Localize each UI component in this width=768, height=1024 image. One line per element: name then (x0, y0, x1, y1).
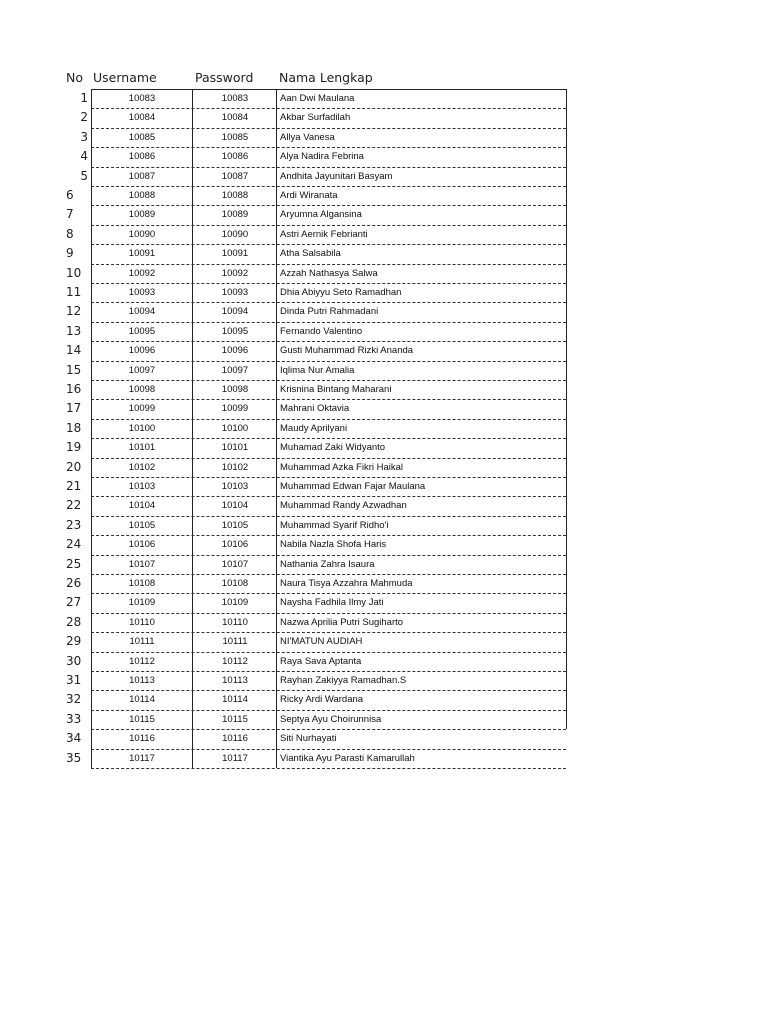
table-row (0, 613, 768, 632)
table-row (0, 710, 768, 729)
username-cell[interactable]: 10115 (129, 713, 155, 725)
password-cell[interactable]: 10100 (221, 422, 249, 434)
row-number: 34 (66, 731, 82, 746)
username-cell[interactable]: 10098 (128, 384, 156, 395)
username-cell[interactable]: 10103 (128, 481, 156, 492)
row-number: 6 (66, 188, 74, 202)
full-name-cell[interactable]: Krisnina Bintang Maharani (280, 384, 392, 395)
row-divider (91, 768, 566, 769)
password-cell[interactable]: 10084 (221, 112, 249, 124)
password-cell[interactable]: 10113 (222, 675, 248, 686)
username-cell[interactable]: 10111 (129, 636, 155, 648)
password-cell[interactable]: 10104 (221, 500, 249, 512)
header-password: Password (195, 70, 254, 85)
username-cell[interactable]: 10101 (128, 442, 156, 454)
row-number: 28 (66, 614, 82, 629)
password-cell[interactable]: 10085 (221, 131, 249, 143)
password-cell[interactable]: 10110 (222, 616, 248, 628)
header-username: Username (93, 70, 157, 85)
password-cell[interactable]: 10096 (221, 345, 249, 357)
full-name-cell[interactable]: Muhammad Randy Azwadhan (280, 500, 407, 512)
row-number: 30 (66, 653, 82, 668)
full-name-cell[interactable]: Muhammad Edwan Fajar Maulana (280, 481, 426, 492)
table-row (0, 361, 768, 380)
password-cell[interactable]: 10117 (222, 752, 248, 764)
full-name-cell[interactable]: Nabila Nazla Shofa Haris (280, 539, 387, 551)
table-row (0, 225, 768, 244)
password-cell[interactable]: 10086 (221, 151, 249, 163)
password-cell[interactable]: 10111 (222, 636, 248, 648)
password-cell[interactable]: 10089 (221, 209, 249, 221)
row-number: 8 (66, 226, 74, 241)
password-cell[interactable]: 10105 (221, 519, 249, 531)
full-name-cell[interactable]: Iqlima Nur Amalia (280, 364, 355, 376)
row-number: 18 (66, 420, 82, 435)
username-cell[interactable]: 10117 (129, 752, 155, 764)
full-name-cell[interactable]: Fernando Valentino (280, 325, 363, 337)
table-row (0, 205, 768, 224)
password-cell[interactable]: 10107 (221, 558, 249, 570)
full-name-cell[interactable]: Azzah Nathasya Salwa (280, 267, 378, 279)
password-cell[interactable]: 10083 (221, 93, 249, 104)
password-cell[interactable]: 10116 (222, 733, 248, 745)
table-row (0, 496, 768, 515)
row-number: 20 (66, 459, 82, 474)
full-name-cell[interactable]: Andhita Jayunitari Basyam (280, 170, 393, 182)
username-cell[interactable]: 10105 (128, 519, 156, 531)
header-nama-lengkap: Nama Lengkap (279, 70, 373, 85)
username-cell[interactable]: 10107 (128, 558, 156, 570)
table-row (0, 593, 768, 612)
table-row (0, 147, 768, 166)
row-number: 11 (66, 285, 82, 299)
table-row (0, 186, 768, 205)
table-row (0, 89, 768, 108)
row-number: 21 (66, 479, 82, 493)
password-cell[interactable]: 10088 (221, 190, 249, 201)
full-name-cell[interactable]: Muhammad Azka Fikri Haikal (280, 461, 404, 473)
username-cell[interactable]: 10108 (128, 578, 156, 589)
row-number: 22 (66, 498, 82, 513)
username-cell[interactable]: 10088 (128, 190, 156, 201)
full-name-cell[interactable]: Akbar Surfadilah (280, 112, 351, 124)
table-row (0, 690, 768, 709)
password-cell[interactable]: 10098 (221, 384, 249, 395)
password-cell[interactable]: 10114 (222, 694, 248, 706)
table-row (0, 108, 768, 127)
username-cell[interactable]: 10092 (128, 267, 156, 279)
password-cell[interactable]: 10106 (221, 539, 249, 551)
row-number: 9 (66, 246, 74, 261)
password-cell[interactable]: 10108 (221, 578, 249, 589)
password-cell[interactable]: 10093 (221, 287, 249, 298)
username-cell[interactable]: 10104 (128, 500, 156, 512)
row-number: 7 (66, 207, 74, 222)
full-name-cell[interactable]: Viantika Ayu Parasti Kamarullah (280, 752, 415, 764)
full-name-cell[interactable]: Naura Tisya Azzahra Mahmuda (280, 578, 413, 589)
full-name-cell[interactable]: Siti Nurhayati (280, 733, 337, 745)
username-cell[interactable]: 10087 (128, 170, 156, 182)
row-number: 35 (66, 750, 82, 765)
table-row (0, 671, 768, 690)
username-cell[interactable]: 10090 (128, 228, 156, 240)
row-number: 24 (66, 537, 82, 552)
table-row (0, 264, 768, 283)
table-row (0, 322, 768, 341)
row-number: 26 (66, 576, 82, 590)
table-row (0, 555, 768, 574)
full-name-cell[interactable]: Muhamad Zaki Widyanto (280, 442, 386, 454)
full-name-cell[interactable]: Muhammad Syarif Ridho'i (280, 519, 389, 531)
password-cell[interactable]: 10112 (222, 655, 248, 667)
row-number: 3 (80, 129, 88, 144)
full-name-cell[interactable]: NI'MATUN AUDIAH (280, 636, 363, 648)
table-row (0, 652, 768, 671)
full-name-cell[interactable]: Atha Salsabila (280, 248, 341, 260)
row-number: 4 (80, 149, 88, 164)
full-name-cell[interactable]: Nathania Zahra Isaura (280, 558, 375, 570)
username-cell[interactable]: 10106 (128, 539, 156, 551)
full-name-cell[interactable]: Aryumna Algansina (280, 209, 362, 221)
username-cell[interactable]: 10084 (128, 112, 156, 124)
username-cell[interactable]: 10116 (129, 733, 155, 745)
table-row (0, 399, 768, 418)
table-row (0, 632, 768, 651)
table-row (0, 244, 768, 263)
password-cell[interactable]: 10099 (221, 403, 249, 415)
full-name-cell[interactable]: Dinda Putri Rahmadani (280, 306, 379, 318)
full-name-cell[interactable]: Rayhan Zakiyya Ramadhan.S (280, 675, 407, 686)
full-name-cell[interactable]: Aan Dwi Maulana (280, 93, 355, 104)
password-cell[interactable]: 10101 (221, 442, 249, 454)
table-row (0, 458, 768, 477)
username-cell[interactable]: 10114 (129, 694, 155, 706)
username-cell[interactable]: 10096 (128, 345, 156, 357)
username-cell[interactable]: 10112 (129, 655, 155, 667)
row-number: 14 (66, 343, 82, 358)
header-no: No (66, 70, 83, 85)
row-number: 2 (80, 110, 88, 125)
full-name-cell[interactable]: Septya Ayu Choirunnisa (280, 713, 382, 725)
username-cell[interactable]: 10094 (128, 306, 156, 318)
password-cell[interactable]: 10109 (221, 597, 249, 609)
full-name-cell[interactable]: Dhia Abiyyu Seto Ramadhan (280, 287, 402, 298)
table-row (0, 477, 768, 496)
row-number: 27 (66, 595, 82, 610)
row-number: 5 (80, 168, 88, 183)
table-row (0, 438, 768, 457)
row-number: 12 (66, 304, 82, 319)
table-row (0, 419, 768, 438)
table-row (0, 128, 768, 147)
row-number: 10 (66, 265, 82, 280)
full-name-cell[interactable]: Maudy Aprilyani (280, 422, 348, 434)
full-name-cell[interactable]: Ricky Ardi Wardana (280, 694, 364, 706)
full-name-cell[interactable]: Allya Vanesa (280, 131, 335, 143)
password-cell[interactable]: 10091 (221, 248, 249, 260)
username-cell[interactable]: 10097 (128, 364, 156, 376)
username-cell[interactable]: 10086 (128, 151, 156, 163)
password-cell[interactable]: 10103 (221, 481, 249, 492)
row-number: 32 (66, 692, 82, 707)
row-number: 16 (66, 382, 82, 396)
username-cell[interactable]: 10083 (128, 93, 156, 104)
full-name-cell[interactable]: Nazwa Aprilia Putri Sugiharto (280, 616, 404, 628)
table-row (0, 535, 768, 554)
row-number: 31 (66, 673, 82, 687)
full-name-cell[interactable]: Mahrani Oktavia (280, 403, 350, 415)
row-number: 25 (66, 556, 82, 571)
table-row (0, 302, 768, 321)
table-row (0, 516, 768, 535)
username-cell[interactable]: 10109 (128, 597, 156, 609)
row-number: 29 (66, 634, 82, 649)
password-cell[interactable]: 10094 (221, 306, 249, 318)
row-number: 13 (66, 323, 82, 338)
username-cell[interactable]: 10089 (128, 209, 156, 221)
full-name-cell[interactable]: Ardi Wiranata (280, 190, 338, 201)
table-row (0, 167, 768, 186)
table-row (0, 341, 768, 360)
table-row (0, 380, 768, 399)
username-cell[interactable]: 10085 (128, 131, 156, 143)
password-cell[interactable]: 10090 (221, 228, 249, 240)
password-cell[interactable]: 10087 (221, 170, 249, 182)
password-cell[interactable]: 10102 (221, 461, 249, 473)
username-cell[interactable]: 10091 (128, 248, 156, 260)
full-name-cell[interactable]: Raya Sava Aptanta (280, 655, 362, 667)
username-cell[interactable]: 10100 (128, 422, 156, 434)
password-cell[interactable]: 10095 (221, 325, 249, 337)
table-row (0, 729, 768, 748)
row-number: 17 (66, 401, 82, 416)
table-row (0, 574, 768, 593)
username-cell[interactable]: 10099 (128, 403, 156, 415)
full-name-cell[interactable]: Naysha Fadhila Ilmy Jati (280, 597, 384, 609)
username-cell[interactable]: 10110 (129, 616, 155, 628)
username-cell[interactable]: 10093 (128, 287, 156, 298)
username-cell[interactable]: 10113 (129, 675, 155, 686)
table-row (0, 749, 768, 768)
row-number: 1 (80, 91, 88, 105)
password-cell[interactable]: 10115 (222, 713, 248, 725)
row-number: 23 (66, 517, 82, 532)
password-cell[interactable]: 10097 (221, 364, 249, 376)
full-name-cell[interactable]: Gusti Muhammad Rizki Ananda (280, 345, 414, 357)
row-number: 19 (66, 440, 82, 455)
row-number: 33 (66, 711, 82, 726)
full-name-cell[interactable]: Alya Nadira Febrina (280, 151, 364, 163)
username-cell[interactable]: 10102 (128, 461, 156, 473)
row-number: 15 (66, 362, 82, 377)
full-name-cell[interactable]: Astri Aernik Febrianti (280, 228, 368, 240)
password-cell[interactable]: 10092 (221, 267, 249, 279)
table-row (0, 283, 768, 302)
username-cell[interactable]: 10095 (128, 325, 156, 337)
